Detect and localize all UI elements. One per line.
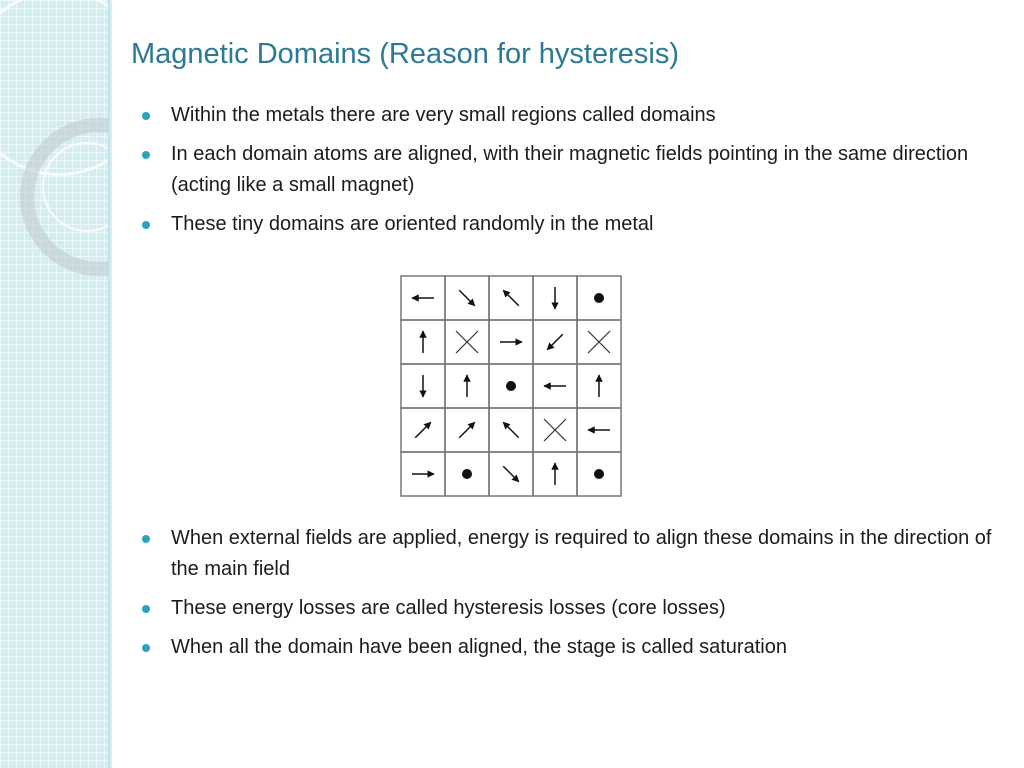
bullet-item [142,209,1002,240]
bullet-marker [142,221,150,229]
domain-arrow-symbol [415,422,431,438]
bullet-text: These tiny domains are oriented randomly in the metal [171,213,654,235]
bullet-item [142,139,1002,201]
domain-arrow-symbol [503,466,519,482]
bullet-text: In each domain atoms are aligned, with their magnetic fields pointing in the same direction (acting like a small magnet) [171,143,969,196]
bullet-item [142,100,1002,131]
decorative-side-panel [0,0,112,768]
domain-arrow-symbol [503,290,519,306]
domain-arrow-symbol [503,422,519,438]
bullet-item [142,593,1002,624]
bullet-text: These energy losses are called hysteresis losses (core losses) [171,597,726,619]
slide-title: Magnetic Domains (Reason for hysteresis) [131,38,679,70]
domain-dot-symbol [594,469,604,479]
bullet-text: When all the domain have been aligned, the stage is called saturation [171,636,787,658]
bullet-marker [142,151,150,159]
bullet-marker [142,112,150,120]
bullet-text: When external fields are applied, energy is required to align these domains in the direction of the main field [171,527,992,580]
bullet-marker [142,644,150,652]
domain-arrow-symbol [459,290,475,306]
bullet-item [142,523,1002,585]
magnetic-domain-grid [400,275,622,497]
domain-dot-symbol [506,381,516,391]
bullet-marker [142,605,150,613]
bullet-marker [142,535,150,543]
bullet-list-top [142,100,1002,248]
domain-dot-symbol [462,469,472,479]
bullet-text: Within the metals there are very small regions called domains [171,104,716,126]
domain-dot-symbol [594,293,604,303]
panel-edge [108,0,112,768]
bullet-item [142,632,1002,663]
domain-arrow-symbol [459,422,475,438]
bullet-list-bottom [142,523,1002,671]
domain-arrow-symbol [547,334,563,350]
